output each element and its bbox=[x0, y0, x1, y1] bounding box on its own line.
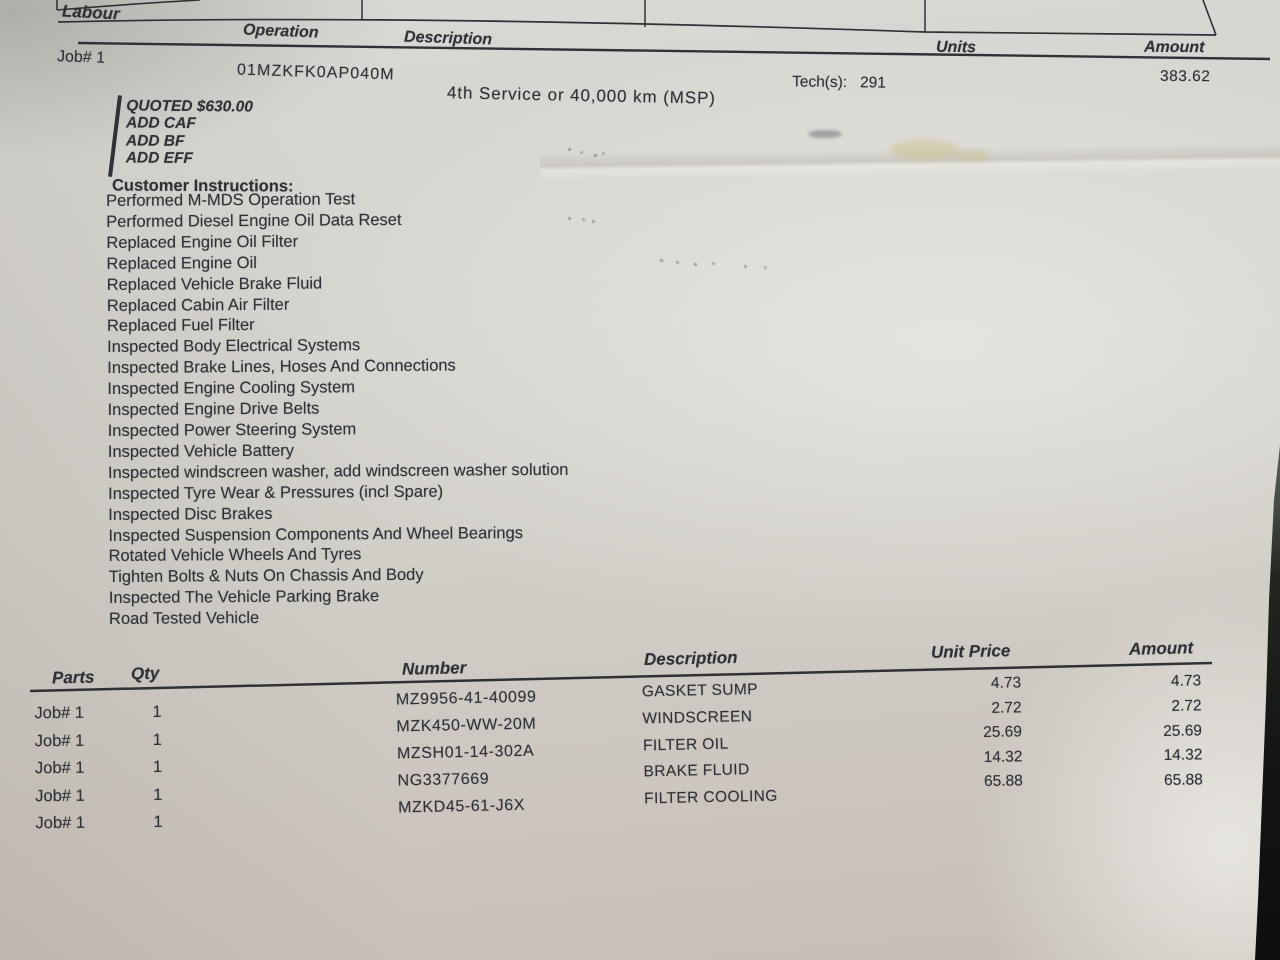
part-row-job: Job# 1 bbox=[34, 703, 85, 723]
parts-col-amount: Amount bbox=[1128, 638, 1194, 659]
labour-col-units: Units bbox=[935, 38, 977, 57]
instruction-item: Rotated Vehicle Wheels And Tyres bbox=[108, 545, 362, 566]
instruction-item: Inspected Power Steering System bbox=[107, 420, 357, 440]
parts-col-number: Number bbox=[401, 658, 467, 679]
part-row-amount: 2.72 bbox=[1171, 697, 1202, 715]
table-surface-edge bbox=[1240, 430, 1280, 960]
labour-amount-value: 383.62 bbox=[1159, 67, 1211, 86]
part-row-job: Job# 1 bbox=[35, 813, 86, 833]
labour-col-operation: Operation bbox=[242, 21, 319, 42]
part-row-unit-price: 25.69 bbox=[983, 723, 1023, 742]
instruction-item: Inspected Disc Brakes bbox=[108, 504, 273, 524]
instruction-item: Replaced Engine Oil bbox=[106, 253, 258, 273]
parts-col-qty: Qty bbox=[130, 663, 160, 684]
part-row-qty: 1 bbox=[152, 730, 163, 749]
instruction-item: Replaced Cabin Air Filter bbox=[106, 295, 290, 315]
instruction-item: Inspected Engine Cooling System bbox=[107, 378, 356, 399]
instruction-item: Inspected Vehicle Battery bbox=[107, 441, 295, 461]
part-row-job: Job# 1 bbox=[34, 758, 85, 778]
labour-job-label: Job# 1 bbox=[56, 48, 106, 67]
parts-description-column bbox=[642, 677, 778, 814]
parts-section-title: Parts bbox=[51, 667, 95, 688]
parts-amount-column bbox=[1121, 669, 1203, 794]
part-row-unit-price: 65.88 bbox=[983, 772, 1023, 791]
part-row-number: MZ9956-41-40099 bbox=[395, 688, 537, 709]
labour-section-title: Labour bbox=[61, 1, 121, 24]
instruction-item: Inspected The Vehicle Parking Brake bbox=[108, 587, 380, 608]
part-row-amount: 4.73 bbox=[1170, 672, 1202, 690]
faint-marks-mid bbox=[568, 217, 571, 220]
instruction-item: Inspected Suspension Components And Wheel Bearings bbox=[108, 523, 524, 545]
instruction-item: Inspected Tyre Wear & Pressures (incl Spare) bbox=[108, 482, 444, 503]
part-row-amount: 65.88 bbox=[1163, 771, 1203, 790]
instruction-item: Inspected windscreen washer, add windscreen washer solution bbox=[107, 460, 569, 482]
paper-crease bbox=[540, 143, 1280, 181]
instruction-item: Inspected Brake Lines, Hoses And Connections bbox=[107, 356, 456, 378]
parts-job-column bbox=[34, 700, 85, 838]
instruction-item: Performed Diesel Engine Oil Data Reset bbox=[106, 210, 402, 231]
part-row-qty: 1 bbox=[153, 785, 163, 804]
quote-note: QUOTED $630.00 bbox=[126, 97, 253, 116]
quote-note: ADD EFF bbox=[125, 149, 194, 167]
instruction-item: Replaced Fuel Filter bbox=[106, 316, 255, 336]
parts-unit-price-column bbox=[941, 671, 1023, 795]
tech-value: 291 bbox=[859, 74, 887, 92]
parts-number-column bbox=[396, 684, 539, 822]
instruction-item: Replaced Vehicle Brake Fluid bbox=[106, 274, 323, 294]
quote-notes-bar bbox=[108, 95, 121, 177]
part-row-description: FILTER COOLING bbox=[643, 787, 778, 808]
part-row-job: Job# 1 bbox=[34, 731, 85, 750]
part-row-description: WINDSCREEN bbox=[642, 707, 753, 728]
part-row-description: FILTER OIL bbox=[642, 735, 729, 754]
customer-instructions-list bbox=[106, 188, 569, 630]
part-row-qty: 1 bbox=[152, 757, 163, 777]
smudge-mark bbox=[808, 130, 842, 138]
tech-label: Tech(s): bbox=[791, 73, 848, 92]
parts-qty-column bbox=[152, 699, 162, 837]
part-row-unit-price: 14.32 bbox=[983, 748, 1023, 766]
part-row-qty: 1 bbox=[152, 702, 162, 722]
labour-col-amount: Amount bbox=[1143, 38, 1205, 57]
yellow-stain-small bbox=[955, 150, 989, 162]
customer-instructions-label: Customer Instructions: bbox=[111, 176, 294, 196]
part-row-amount: 14.32 bbox=[1163, 746, 1203, 765]
part-row-number: MZK450-WW-20M bbox=[396, 715, 537, 736]
yellow-stain bbox=[890, 140, 960, 160]
part-row-qty: 1 bbox=[153, 812, 163, 832]
part-row-description: BRAKE FLUID bbox=[643, 761, 750, 781]
instruction-item: Tighten Bolts & Nuts On Chassis And Body bbox=[108, 566, 424, 587]
parts-col-unit-price: Unit Price bbox=[930, 641, 1011, 662]
part-row-description: GASKET SUMP bbox=[641, 680, 759, 701]
instruction-item: Inspected Body Electrical Systems bbox=[107, 336, 361, 357]
part-row-number: NG3377669 bbox=[397, 770, 490, 790]
quote-notes bbox=[126, 97, 253, 167]
part-row-job: Job# 1 bbox=[35, 786, 85, 805]
part-row-unit-price: 2.72 bbox=[991, 698, 1022, 717]
part-row-number: MZKD45-61-J6X bbox=[397, 796, 526, 817]
part-row-number: MZSH01-14-302A bbox=[396, 742, 535, 763]
labour-col-description: Description bbox=[403, 28, 493, 49]
parts-col-description: Description bbox=[643, 647, 738, 670]
part-row-amount: 25.69 bbox=[1163, 721, 1203, 740]
labour-operation-code: 01MZKFK0AP040M bbox=[236, 61, 395, 84]
part-row-unit-price: 4.73 bbox=[990, 674, 1022, 692]
labour-tech bbox=[792, 73, 886, 92]
instruction-item: Road Tested Vehicle bbox=[108, 609, 260, 629]
faint-marks-lower bbox=[660, 259, 663, 262]
quote-note: ADD CAF bbox=[126, 114, 196, 133]
quote-note: ADD BF bbox=[125, 132, 185, 150]
instruction-item: Replaced Engine Oil Filter bbox=[106, 232, 299, 252]
instruction-item: Inspected Engine Drive Belts bbox=[107, 399, 320, 420]
labour-service-description: 4th Service or 40,000 km (MSP) bbox=[446, 83, 717, 108]
instruction-item: Performed M-MDS Operation Test bbox=[106, 190, 356, 210]
faint-marks-top bbox=[568, 148, 571, 151]
